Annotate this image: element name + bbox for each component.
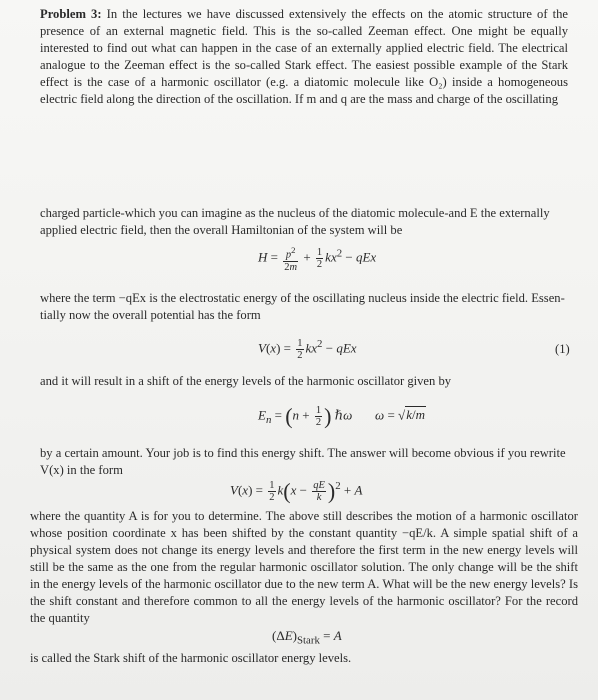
problem-intro [40,6,568,108]
para5-line1: by a certain amount. Your job is to find this energy shift. The answer will become obvious if you rewrite [40,446,566,460]
para4: and it will result in a shift of the energy levels of the harmonic oscillator given by [40,374,452,388]
problem-label: Problem 3: [40,7,102,21]
equation-number: (1) [555,342,570,356]
intro-text: In the lectures we have discussed extensively the effects on the atomic structure of the presence of an external magnetic field. This is the so-called Zeeman effect. One might be equally interested to find out what can happen in the case of an externally applied electric field. The electrical analogue to the Zeeman effect is the so-called Stark effect. The easiest possible example of the Stark effect is the case of a harmonic oscillator (e.g. a diatomic molecule like O₂) inside a homogeneous electric field along the direction of the oscillation. If m and q are the mass and charge of the oscillating [40,7,568,106]
para6: where the quantity A is for you to determine. The above still describes the motion of a harmonic oscillator whose position coordinate x has been shifted by the constant quantity −qE/k. A simple spatial shift of a physical system does not change its energy levels and therefore the first term in the new energy levels will still be the same as the one from the regular harmonic oscillator solution. The only change will be the shift in the energy levels of the harmonic oscillator due to the new term A. What will be the new energy levels? Is the shift constant and therefore common to all the energy levels of the harmonic oscillator? For the record the quantity [30,509,578,625]
para2-line2: applied electric field, then the overall Hamiltonian of the system will be [40,223,403,237]
closing-sentence: is called the Stark shift of the harmonic oscillator energy levels. [30,651,352,665]
para2-line1: charged particle-which you can imagine as the nucleus of the diatomic molecule-and E the externally [40,206,550,220]
hamiltonian-equation: H = $\frac{p^2}{2m}$ + $\frac{1}{2}$ $kx^2$ − qEx [258,245,377,273]
stark-shift-equation: $(\Delta E)_{Stark} = A$ [272,628,342,647]
para3-line1: where the term −qEx is the electrostatic energy of the oscillating nucleus inside the electric field. Essen- [40,291,565,305]
para3-line2: tially now the overall potential has the form [40,308,261,322]
potential-equation: V(x) = $\frac{1}{2}$ $kx^2$ − qEx [258,337,357,361]
para5-line2: V(x) in the form [40,463,123,477]
rewritten-potential-equation: V(x) = $\frac{1}{2}$ k(x − $\frac{qE}{k}$ )$^2$ + A [230,478,363,504]
energy-levels-equation: $E_n = (n$ + $\frac{1}{2}$ ) ℏω ω = √k/m [258,403,425,429]
